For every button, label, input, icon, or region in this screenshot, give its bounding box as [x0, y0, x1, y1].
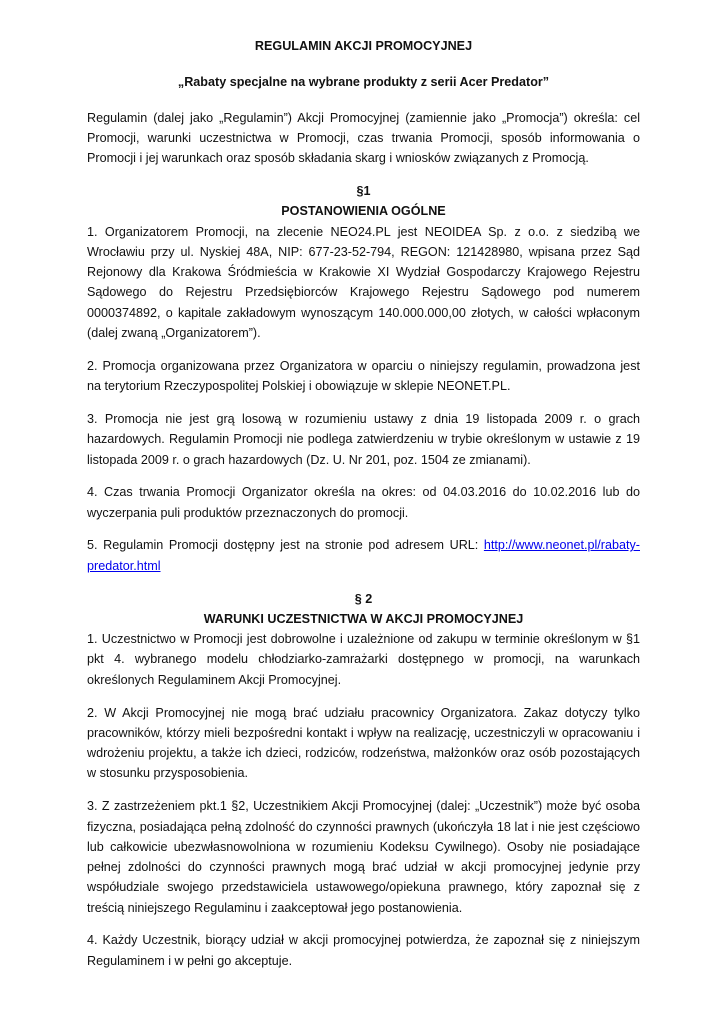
- intro-paragraph: Regulamin (dalej jako „Regulamin”) Akcji Promocyjnej (zamiennie jako „Promocja”) określa: cel Promocji, warunki uczestnictwa w Promocji, czas trwania Promocji, sposób informowania o Promocji i jej warunkach oraz sposób składania skarg i wniosków związanych z Promocją.: [87, 110, 640, 166]
- section-2-heading: WARUNKI UCZESTNICTWA W AKCJI PROMOCYJNEJ: [203, 611, 524, 626]
- section-2-number: § 2: [354, 591, 373, 606]
- section-1-paragraph-2: 2. Promocja organizowana przez Organizatora w oparciu o niniejszy regulamin, prowadzona jest na terytorium Rzeczypospolitej Polskiej i obowiązuje w sklepie NEONET.PL.: [87, 358, 640, 394]
- document-subtitle: „Rabaty specjalne na wybrane produkty z serii Acer Predator”: [177, 75, 550, 90]
- section-2-paragraph-4: 4. Każdy Uczestnik, biorący udział w akcji promocyjnej potwierdza, że zapoznał się z niniejszym Regulaminem i w pełni go akceptuje.: [87, 933, 640, 968]
- section-1-number: §1: [356, 183, 371, 198]
- paragraph-5-text: 5. Regulamin Promocji dostępny jest na stronie pod adresem URL:: [87, 538, 484, 553]
- section-1-paragraph-4: 4. Czas trwania Promocji Organizator określa na okres: od 04.03.2016 do 10.02.2016 lub do wyczerpania puli produktów przeznaczonych do promocji.: [87, 485, 640, 520]
- document-title: REGULAMIN AKCJI PROMOCYJNEJ: [254, 39, 473, 53]
- section-2-paragraph-3: 3. Z zastrzeżeniem pkt.1 §2, Uczestnikiem Akcji Promocyjnej (dalej: „Uczestnik”) może być osoba fizyczna, posiadająca pełną zdolność do czynności prawnych (ukończyła 18 lat i nie jest częściowo lub całkowicie ubezwłasnowolniona w rozumieniu Kodeksu Cywilnego). Osoby nie posiadające pełnej zdolności do czynności prawnych mogą brać udział w akcji promocyjnej jedynie przy współudziale swojego przedstawiciela ustawowego/opiekuna prawnego, który zapoznał się z treścią niniejszego Regulaminu i zaakceptował jego postanowienia.: [87, 799, 640, 915]
- section-1-heading: POSTANOWIENIA OGÓLNE: [281, 204, 446, 219]
- section-1-paragraph-3: 3. Promocja nie jest grą losową w rozumieniu ustawy z dnia 19 listopada 2009 r. o grach hazardowych. Regulamin Promocji nie podlega zatwierdzeniu w trybie określonym w ustawie z 19 listopada 2009 r. o grach hazardowych (Dz. U. Nr 201, poz. 1504 ze zmianami).: [87, 411, 640, 467]
- section-2-paragraph-2: 2. W Akcji Promocyjnej nie mogą brać udziału pracownicy Organizatora. Zakaz dotyczy tylko pracowników, którzy mieli bezpośredni kontakt i wpływ na realizację, uczestniczyli w opracowaniu i wdrożeniu projektu, a także ich dzieci, rodziców, rodzeństwa, małżonków oraz osób pozostających w stosunku przysposobienia.: [87, 705, 640, 781]
- section-1-paragraph-1: 1. Organizatorem Promocji, na zlecenie NEO24.PL jest NEOIDEA Sp. z o.o. z siedzibą we Wrocławiu przy ul. Nyskiej 48A, NIP: 677-23-52-794, REGON: 121428980, wpisana przez Sąd Rejonowy dla Krakowa Śródmieścia w Krakowie XI Wydział Gospodarczy Krajowego Rejestru Sądowego do Rejestru Przedsiębiorców Krajowego Rejestru Sądowego pod numerem 0000374892, o kapitale zakładowym wynoszącym 140.000.000,00 złotych, w całości wpłaconym (dalej zwaną „Organizatorem”).: [87, 224, 640, 341]
- section-2-paragraph-1: 1. Uczestnictwo w Promocji jest dobrowolne i uzależnione od zakupu w terminie określonym w §1 pkt 4. wybranego modelu chłodziarko-zamrażarki dostępnego w promocji, na warunkach określonych Regulaminem Akcji Promocyjnej.: [87, 632, 640, 687]
- section-1-paragraph-5: [87, 535, 640, 576]
- document-page: [87, 36, 640, 984]
- regulamin-url-link[interactable]: http://www.neonet.pl/rabaty-predator.html: [87, 538, 640, 573]
